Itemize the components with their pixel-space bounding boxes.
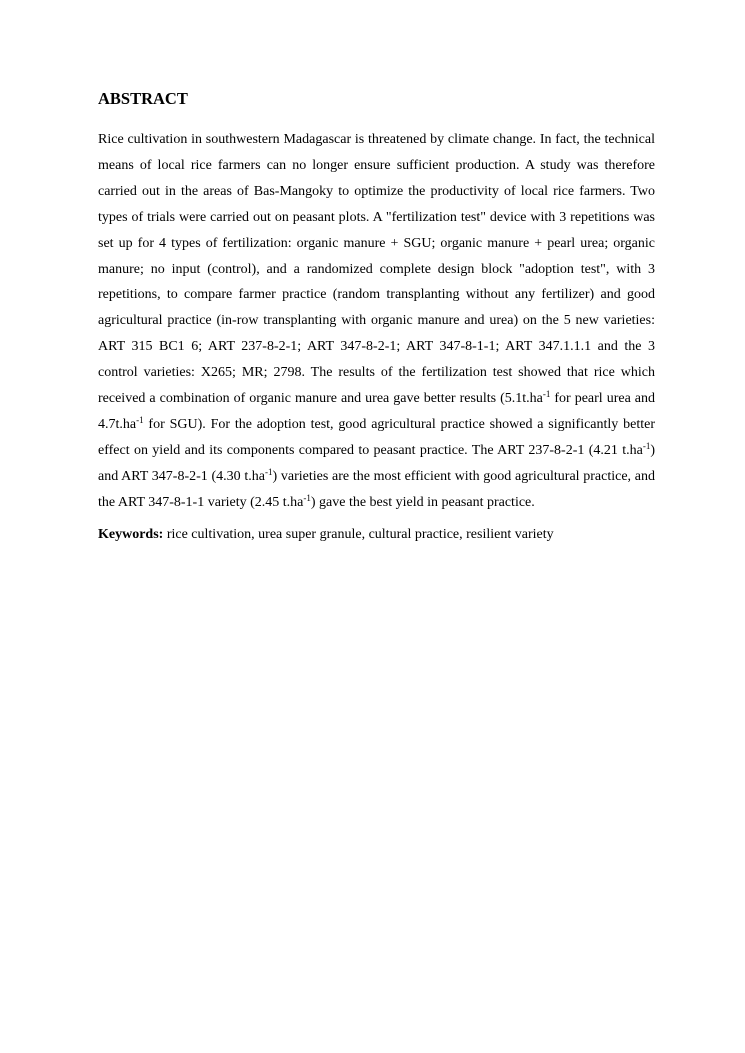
abstract-text: Rice cultivation in southwestern Madagascar is threatened by climate change. In fact, the technical means of local rice farmers can no longer ensure sufficient production. A study was therefore carried out in the areas of Bas-Mangoky to optimize the productivity of local rice farmers. Two types of trials were carried out on peasant plots. A "fertilization test" device with 3 repetitions was set up for 4 types of fertilization: organic manure + SGU; organic manure + pearl urea; organic manure; no input (control), and a randomized complete design block "adoption test", with 3 repetitions, to compare farmer practice (random transplanting without any fertilizer) and good agricultural practice (in-row transplanting with organic manure and urea) on the 5 new varieties: ART 315 BC1 6; ART 237-8-2-1; ART 347-8-2-1; ART 347-8-1-1; ART 347.1.1.1 and the 3 control varieties: X265; MR; 2798. The results of the fertilization test showed that rice which received a combination of organic manure and urea gave better results (5.1t.ha [98, 132, 655, 407]
keywords-text: rice cultivation, urea super granule, cultural practice, resilient variety [163, 526, 554, 542]
keywords-label: Keywords: [98, 526, 164, 542]
superscript-exponent: -1 [642, 440, 651, 451]
superscript-exponent: -1 [136, 414, 144, 425]
abstract-heading: ABSTRACT [98, 89, 188, 108]
abstract-text: ) varieties are the most efficient with good agricultural practice, and the ART 347-8-1-1 variety (2.45 t.ha [98, 468, 655, 510]
abstract-text: ) gave the best yield in peasant practice. [310, 494, 535, 510]
document-page [98, 88, 655, 545]
abstract-text: for pearl urea and 4.7t.ha [98, 391, 655, 432]
abstract-text: ) and ART 347-8-2-1 (4.30 t.ha [98, 442, 655, 484]
superscript-exponent: -1 [542, 389, 551, 400]
abstract-paragraph [98, 127, 655, 516]
abstract-text: for SGU). For the adoption test, good agricultural practice showed a significantly better effect on yield and its components compared to peasant practice. The ART 237-8-2-1 (4.21 t.ha [98, 416, 655, 458]
keywords-line [98, 525, 655, 545]
superscript-exponent: -1 [264, 466, 273, 477]
superscript-exponent: -1 [303, 492, 311, 503]
